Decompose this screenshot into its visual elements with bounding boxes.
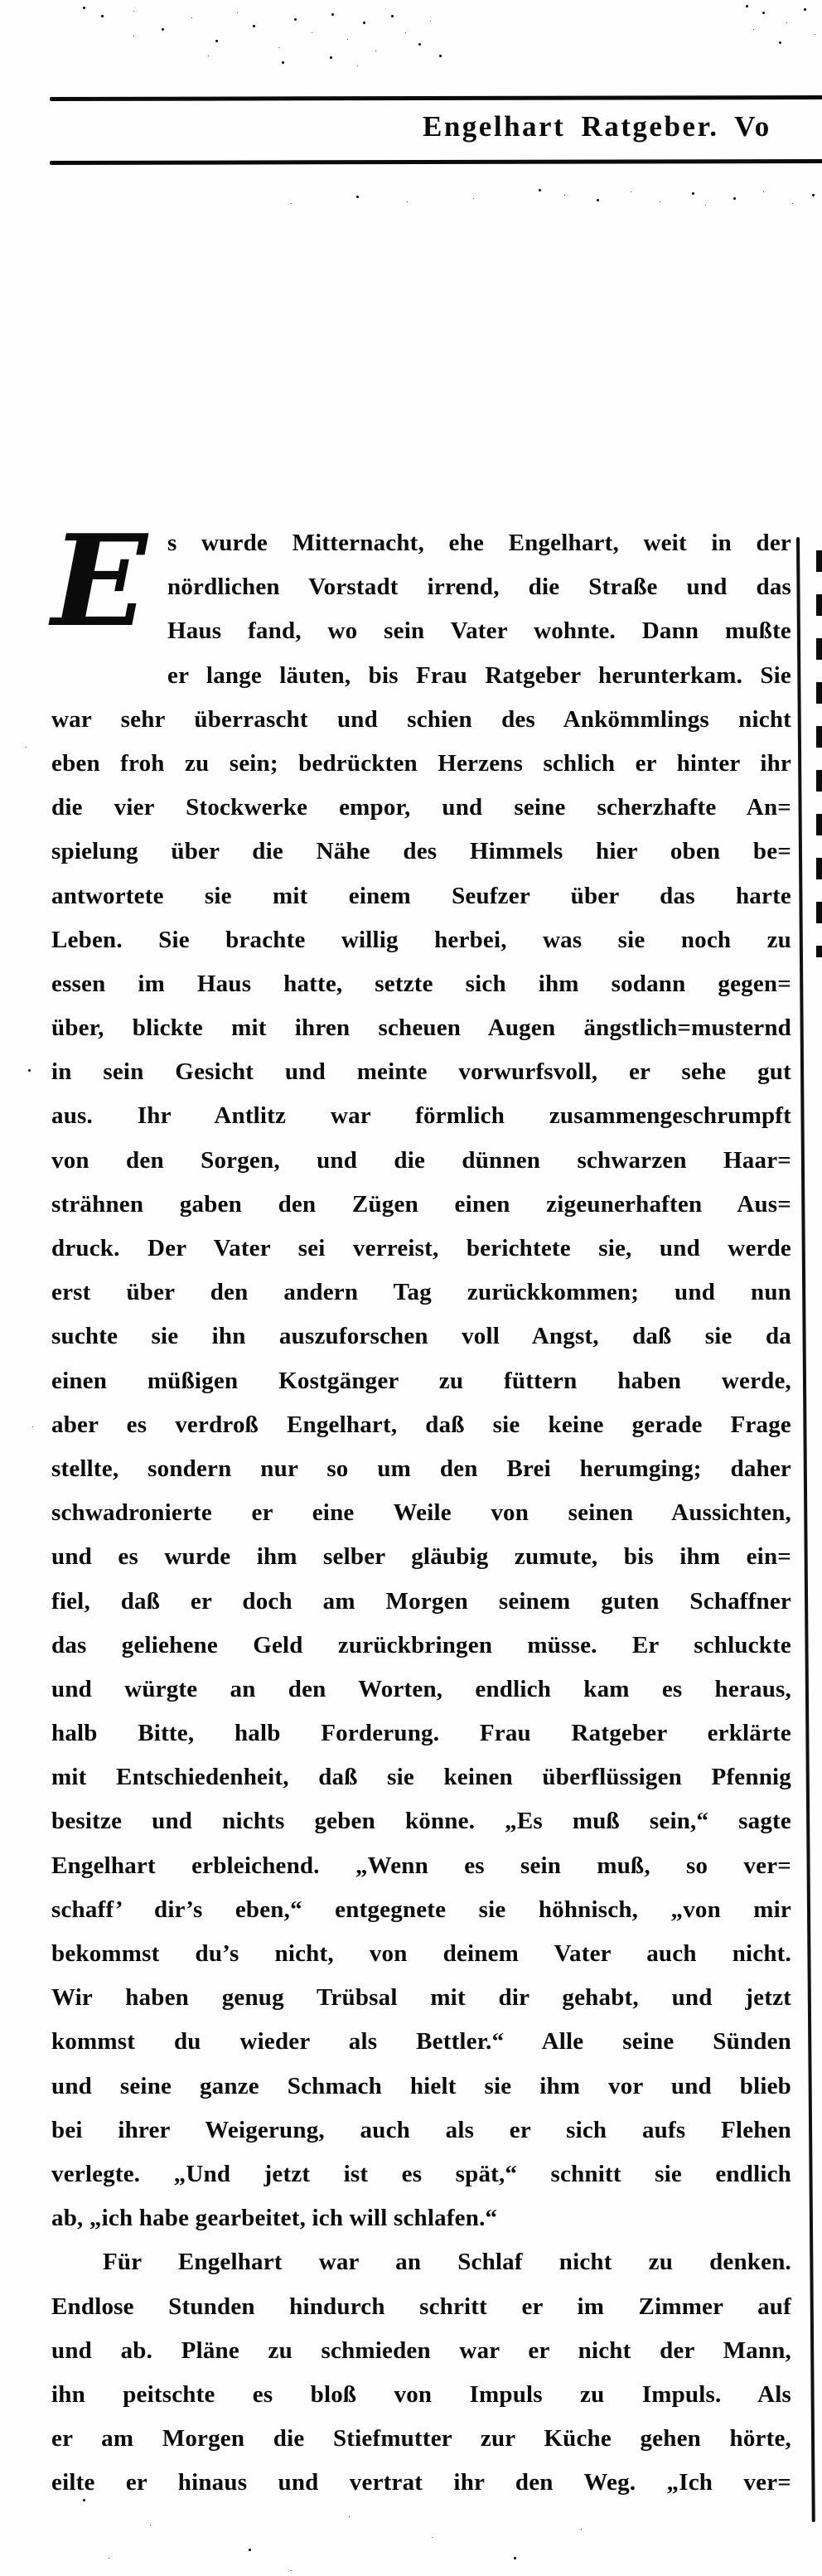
text-line: das geliehene Geld zurückbringen müsse. Er schluckte xyxy=(51,1631,791,1658)
text-line: erst über den andern Tag zurückkommen; und nun xyxy=(51,1279,791,1306)
text-line: Haus fand, wo sein Vater wohnte. Dann mußte xyxy=(167,617,791,645)
text-line: war sehr überrascht und schien des Ankömmlings nicht xyxy=(51,705,791,733)
text-line: Wir haben genug Trübsal mit dir gehabt, und jetzt xyxy=(51,1984,791,2012)
column-divider-rule xyxy=(796,537,815,2522)
text-line: ihn peitschte es bloß von Impuls zu Impuls. Als xyxy=(51,2380,791,2408)
header-rule-bottom xyxy=(50,159,822,165)
text-line: Leben. Sie brachte willig herbei, was sie noch zu xyxy=(51,926,791,953)
text-line: kommst du wieder als Bettler.“ Alle seine Sünden xyxy=(51,2028,791,2055)
text-line: er lange läuten, bis Frau Ratgeber herunterkam. Sie xyxy=(167,661,791,689)
text-line: schaff’ dir’s eben,“ entgegnete sie höhnisch, „von mir xyxy=(51,1896,791,1923)
text-line: Für Engelhart war an Schlaf nicht zu denken. xyxy=(103,2249,791,2276)
text-line: nördlichen Vorstadt irrend, die Straße und das xyxy=(167,574,791,601)
text-line: die vier Stockwerke empor, und seine scherzhafte An= xyxy=(51,794,791,821)
text-line: aber es verdroß Engelhart, daß sie keine gerade Frage xyxy=(51,1411,791,1438)
adjacent-column-glyph-fragments xyxy=(816,539,822,957)
text-line: schwadronierte er eine Weile von seinen Aussichten, xyxy=(51,1499,791,1527)
text-line: ab, „ich habe gearbeitet, ich will schlafen.“ xyxy=(51,2205,498,2232)
text-line: und würgte an den Worten, endlich kam es heraus, xyxy=(51,1675,791,1702)
text-line: antwortete sie mit einem Seufzer über das harte xyxy=(51,882,791,909)
text-line: strähnen gaben den Zügen einen zigeunerhaften Aus= xyxy=(51,1190,791,1218)
text-line: essen im Haus hatte, setzte sich ihm sodann gegen= xyxy=(51,970,791,997)
text-line: Endlose Stunden hindurch schritt er im Zimmer auf xyxy=(51,2293,791,2320)
running-title: Engelhart Ratgeber. Vo xyxy=(423,110,771,143)
text-line: druck. Der Vater sei verreist, berichtete sie, und werde xyxy=(51,1235,791,1261)
text-line: spielung über die Nähe des Himmels hier oben be= xyxy=(51,838,791,865)
scan-noise-speckles xyxy=(746,5,748,7)
text-line: von den Sorgen, und die dünnen schwarzen Haar= xyxy=(51,1146,791,1174)
text-line: fiel, daß er doch am Morgen seinem guten Schaffner xyxy=(51,1587,791,1615)
text-line: mit Entschiedenheit, daß sie keinen überflüssigen Pfennig xyxy=(51,1764,791,1791)
text-line: suchte sie ihn auszuforschen voll Angst, daß sie da xyxy=(51,1323,791,1350)
text-line: eilte er hinaus und vertrat ihr den Weg. „Ich ver= xyxy=(51,2469,791,2496)
header-rule-top xyxy=(50,95,822,101)
scan-noise-speckles xyxy=(539,189,541,191)
drop-cap-initial: E xyxy=(51,506,147,655)
text-line: in sein Gesicht und meinte vorwurfsvoll, er sehe gut xyxy=(51,1058,791,1086)
text-line: er am Morgen die Stiefmutter zur Küche gehen hörte, xyxy=(51,2425,791,2453)
text-line: und es wurde ihm selber gläubig zumute, bis ihm ein= xyxy=(51,1543,791,1571)
text-line: halb Bitte, halb Forderung. Frau Ratgeber erklärte xyxy=(51,1720,791,1747)
scan-noise-speckles xyxy=(28,1069,31,1072)
text-line: Engelhart erbleichend. „Wenn es sein muß, so ver= xyxy=(51,1852,791,1879)
text-line: verlegte. „Und jetzt ist es spät,“ schnitt sie endlich xyxy=(51,2160,791,2187)
text-line: stellte, sondern nur so um den Brei herumging; daher xyxy=(51,1455,791,1482)
body-text xyxy=(51,506,791,2505)
text-line: eben froh zu sein; bedrückten Herzens schlich er hinter ihr xyxy=(51,749,791,777)
text-line: über, blickte mit ihren scheuen Augen ängstlich=musternd xyxy=(51,1014,791,1042)
text-line: und ab. Pläne zu schmieden war er nicht der Mann, xyxy=(51,2336,791,2364)
text-line: besitze und nichts geben könne. „Es muß sein,“ sagte xyxy=(51,1808,791,1835)
text-line: bekommst du’s nicht, von deinem Vater auch nicht. xyxy=(51,1940,791,1967)
text-line: bei ihrer Weigerung, auch als er sich aufs Flehen xyxy=(51,2116,791,2143)
text-line: und seine ganze Schmach hielt sie ihm vor und blieb xyxy=(51,2072,791,2099)
text-line: s wurde Mitternacht, ehe Engelhart, weit in der xyxy=(167,530,791,556)
scan-noise-speckles xyxy=(83,7,85,9)
text-line: aus. Ihr Antlitz war förmlich zusammengeschrumpft xyxy=(51,1102,791,1130)
text-line: einen müßigen Kostgänger zu füttern haben werde, xyxy=(51,1367,791,1394)
